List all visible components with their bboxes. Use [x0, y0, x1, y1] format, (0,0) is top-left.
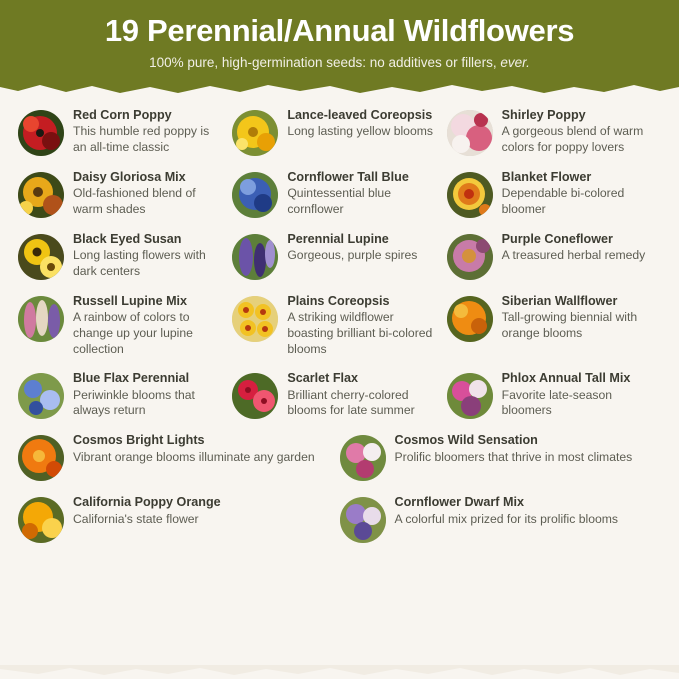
flower-name: Perennial Lupine [287, 232, 389, 247]
red-corn-poppy-photo [18, 110, 64, 156]
list-item[interactable] [18, 433, 332, 481]
list-item[interactable] [447, 232, 653, 280]
list-item[interactable] [18, 495, 332, 543]
flower-name: Purple Coneflower [501, 232, 613, 247]
list-item[interactable] [18, 371, 224, 419]
list-item[interactable] [232, 294, 438, 357]
phlox-annual-tall-mix-photo [447, 373, 493, 419]
shirley-poppy-photo [447, 110, 493, 156]
list-item[interactable] [18, 294, 224, 357]
flower-description: Long lasting yellow blooms [287, 124, 433, 139]
flower-description: Periwinkle blooms that always return [73, 387, 195, 418]
plains-coreopsis-photo [232, 296, 278, 342]
cornflower-tall-blue-photo [232, 172, 278, 218]
flower-name: Blue Flax Perennial [73, 371, 190, 386]
black-eyed-susan-photo [18, 234, 64, 280]
header-subtitle-emphasis: ever. [500, 55, 530, 71]
daisy-gloriosa-mix-photo [18, 172, 64, 218]
flower-name: Cornflower Tall Blue [287, 170, 409, 185]
page-title: 19 Perennial/Annual Wildflowers [104, 13, 575, 48]
flower-list [0, 96, 679, 557]
list-item[interactable] [232, 170, 438, 218]
flower-name: Daisy Gloriosa Mix [73, 170, 186, 185]
flower-name: Shirley Poppy [501, 108, 586, 123]
siberian-wallflower-photo [447, 296, 493, 342]
torn-paper-edge-bottom [0, 665, 679, 679]
flower-row [18, 232, 661, 294]
flower-description: California's state flower [73, 511, 199, 526]
flower-row [18, 371, 661, 433]
flower-description: A rainbow of colors to change up your lupine collection [73, 310, 193, 356]
list-item[interactable] [447, 170, 653, 218]
flower-description: A striking wildflower boasting brilliant bi-colored blooms [287, 310, 433, 356]
flower-name: Lance-leaved Coreopsis [287, 108, 433, 123]
flower-name: Cosmos Wild Sensation [394, 433, 538, 448]
header-subtitle [18, 55, 661, 70]
flower-name: Cornflower Dwarf Mix [394, 495, 524, 510]
flower-description: Vibrant orange blooms illuminate any garden [73, 449, 315, 464]
list-item[interactable] [18, 170, 224, 218]
flower-row [18, 294, 661, 371]
russell-lupine-mix-photo [18, 296, 64, 342]
flower-description: A gorgeous blend of warm colors for poppy lovers [501, 124, 644, 155]
flower-name: Red Corn Poppy [73, 108, 172, 123]
header-banner [0, 0, 679, 96]
list-item[interactable] [232, 108, 438, 156]
torn-paper-edge-top [0, 81, 679, 97]
lance-leaved-coreopsis-photo [232, 110, 278, 156]
flower-name: Siberian Wallflower [501, 294, 618, 309]
flower-description: Long lasting flowers with dark centers [73, 248, 206, 279]
cosmos-bright-lights-photo [18, 435, 64, 481]
list-item[interactable] [447, 371, 653, 419]
flower-name: Russell Lupine Mix [73, 294, 188, 309]
list-item[interactable] [18, 232, 224, 280]
cornflower-dwarf-mix-photo [340, 497, 386, 543]
list-item[interactable] [340, 495, 654, 543]
flower-row [18, 108, 661, 170]
california-poppy-orange-photo [18, 497, 64, 543]
cosmos-wild-sensation-photo [340, 435, 386, 481]
flower-name: Cosmos Bright Lights [73, 433, 205, 448]
list-item[interactable] [447, 294, 653, 342]
flower-name: Blanket Flower [501, 170, 592, 185]
flower-description: Old-fashioned blend of warm shades [73, 186, 196, 217]
flower-description: Brilliant cherry-colored blooms for late summer [287, 387, 415, 418]
flower-description: A colorful mix prized for its prolific blooms [394, 511, 619, 526]
list-item[interactable] [232, 232, 438, 280]
blue-flax-perennial-photo [18, 373, 64, 419]
flower-row [18, 433, 661, 495]
perennial-lupine-photo [232, 234, 278, 280]
list-item[interactable] [18, 108, 224, 156]
flower-name: Scarlet Flax [287, 371, 359, 386]
scarlet-flax-photo [232, 373, 278, 419]
flower-name: Black Eyed Susan [73, 232, 182, 247]
flower-description: Prolific bloomers that thrive in most climates [394, 449, 633, 464]
list-item[interactable] [232, 371, 438, 419]
flower-description: Quintessential blue cornflower [287, 186, 391, 217]
flower-description: Gorgeous, purple spires [287, 248, 418, 263]
flower-name: California Poppy Orange [73, 495, 221, 510]
list-item[interactable] [447, 108, 653, 156]
flower-row [18, 170, 661, 232]
header-subtitle-main: 100% pure, high-germination seeds: no additives or fillers, [149, 55, 497, 71]
flower-description: This humble red poppy is an all-time classic [73, 124, 210, 155]
flower-description: A treasured herbal remedy [501, 248, 646, 263]
flower-description: Favorite late-season bloomers [501, 387, 613, 418]
flower-name: Plains Coreopsis [287, 294, 390, 309]
blanket-flower-photo [447, 172, 493, 218]
flower-name: Phlox Annual Tall Mix [501, 371, 631, 386]
flower-description: Tall-growing biennial with orange blooms [501, 310, 638, 341]
flower-description: Dependable bi-colored bloomer [501, 186, 625, 217]
flower-row [18, 495, 661, 557]
purple-coneflower-photo [447, 234, 493, 280]
list-item[interactable] [340, 433, 654, 481]
